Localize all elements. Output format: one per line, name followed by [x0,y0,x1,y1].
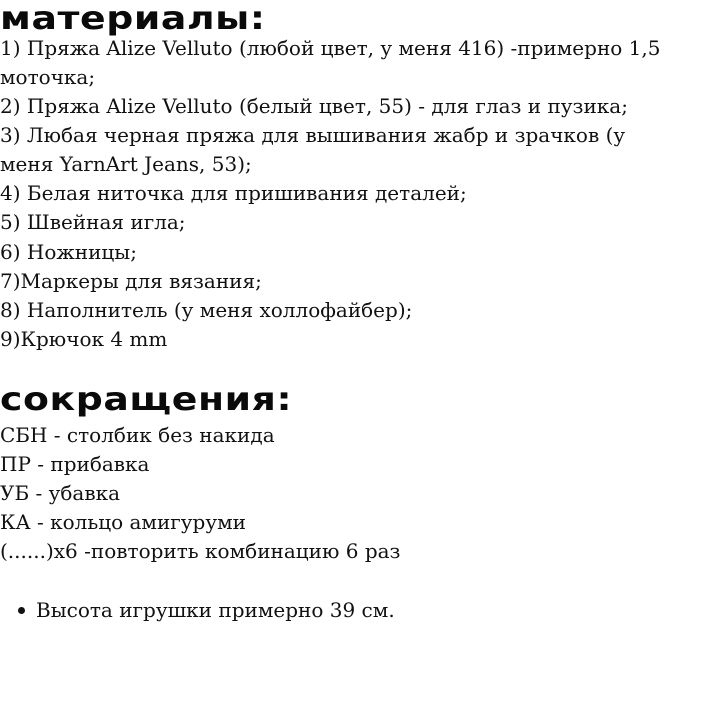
materials-line: 9)Крючок 4 mm [0,327,168,351]
materials-line: моточка; [0,65,96,89]
materials-line: 7)Маркеры для вязания; [0,269,262,293]
materials-line: 2) Пряжа Alize Velluto (белый цвет, 55) - для глаз и пузика; [0,94,628,118]
materials-line: 5) Швейная игла; [0,210,186,234]
note-text: Высота игрушки примерно 39 см. [36,598,395,622]
materials-line: 8) Наполнитель (у меня холлофайбер); [0,298,413,322]
materials-heading: материалы: [0,0,266,37]
materials-line: меня YarnArt Jeans, 53); [0,152,252,176]
materials-line: 4) Белая ниточка для пришивания деталей; [0,181,467,205]
abbreviations-heading: сокращения: [0,380,293,418]
materials-line: 6) Ножницы; [0,240,137,264]
abbreviation-line: УБ - убавка [0,481,121,505]
abbreviation-line: СБН - столбик без накида [0,423,275,447]
materials-line: 3) Любая черная пряжа для вышивания жабр и зрачков (у [0,123,626,147]
bullet-icon [18,607,25,614]
abbreviation-line: ПР - прибавка [0,452,150,476]
materials-line: 1) Пряжа Alize Velluto (любой цвет, у меня 416) -примерно 1,5 [0,36,661,60]
abbreviation-line: (......)х6 -повторить комбинацию 6 раз [0,539,401,563]
abbreviation-line: КА - кольцо амигуруми [0,510,247,534]
